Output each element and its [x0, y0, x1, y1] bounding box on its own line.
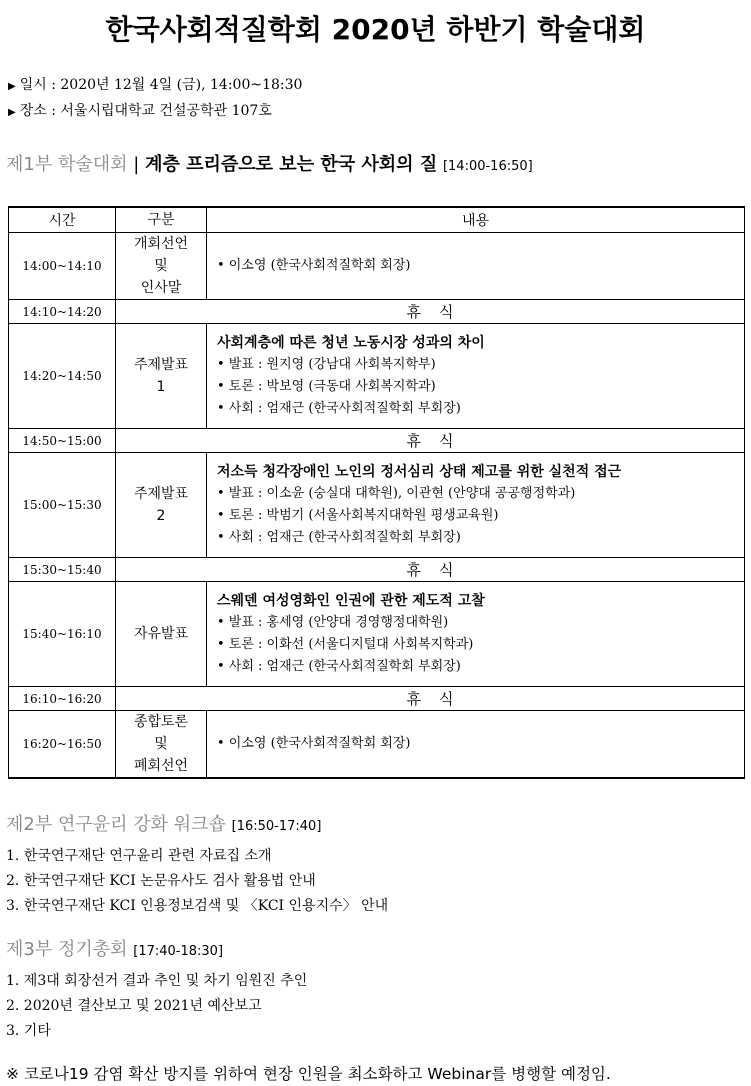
triangle-bullet-icon: ▶ — [8, 81, 16, 92]
footnote: ※ 코로나19 감염 확산 방지를 위하여 현장 인원을 최소화하고 Webinar를 병행할 예정임. — [6, 1065, 611, 1083]
row-time: 15:00~15:30 — [9, 453, 116, 558]
part1-separator: | — [133, 154, 140, 175]
row-type-line: 개회선언 — [133, 236, 189, 252]
row-time: 16:10~16:20 — [9, 687, 116, 711]
row-item: • 발표 : 홍세영 (안양대 경영행정대학원) — [217, 615, 449, 630]
list-item: 2. 한국연구재단 KCI 논문유사도 검사 활용법 안내 — [6, 873, 316, 889]
row-time: 14:00~14:10 — [9, 233, 116, 300]
row-item: • 사회 : 엄재근 (한국사회적질학회 부회장) — [217, 530, 461, 545]
row-item: • 이소영 (한국사회적질학회 회장) — [217, 736, 411, 751]
row-time: 14:10~14:20 — [9, 300, 116, 324]
list-item: 3. 기타 — [6, 1023, 51, 1039]
info-place-value: 서울시립대학교 건설공학관 107호 — [60, 103, 272, 119]
part1-name: 제1부 학술대회 — [6, 154, 128, 175]
session-title: 저소득 청각장애인 노인의 정서심리 상태 제고를 위한 실천적 접근 — [217, 464, 622, 480]
row-type-line: 인사말 — [140, 280, 182, 296]
triangle-bullet-icon: ▶ — [8, 107, 16, 118]
row-type-line: 및 — [154, 258, 168, 274]
row-type — [116, 233, 207, 300]
info-place: ▶ 장소 : 서울시립대학교 건설공학관 107호 — [8, 103, 272, 119]
table-row — [9, 582, 745, 687]
row-item: • 토론 : 박보영 (극동대 사회복지학과) — [217, 379, 436, 394]
row-time: 15:40~16:10 — [9, 582, 116, 687]
table-row — [9, 711, 745, 779]
schedule-table — [8, 206, 745, 779]
row-type — [116, 324, 207, 429]
info-place-label: 장소 — [19, 103, 47, 119]
info-date-label: 일시 — [19, 77, 47, 93]
part1-theme: 계층 프리즘으로 보는 한국 사회의 질 — [145, 154, 438, 175]
row-time: 16:20~16:50 — [9, 711, 116, 779]
row-item: • 사회 : 엄재근 (한국사회적질학회 부회장) — [217, 401, 461, 416]
part3-section — [6, 935, 307, 1044]
table-row — [9, 233, 745, 300]
row-item: • 토론 : 박범기 (서울사회복지대학원 평생교육원) — [217, 508, 499, 523]
row-item: • 발표 : 원지영 (강남대 사회복지학부) — [217, 357, 436, 372]
header-time: 시간 — [9, 207, 116, 233]
table-row — [9, 324, 745, 429]
row-type-line: 및 — [154, 736, 168, 752]
table-row — [9, 453, 745, 558]
row-content — [207, 582, 745, 687]
row-type-line: 주제발표 — [133, 357, 189, 373]
row-item: • 토론 : 이화선 (서울디지털대 사회복지학과) — [217, 637, 474, 652]
part3-name: 제3부 정기총회 — [6, 939, 128, 960]
row-time: 14:50~15:00 — [9, 429, 116, 453]
row-type-line: 자유발표 — [133, 626, 189, 642]
document-title: 한국사회적질학회 2020년 하반기 학술대회 — [105, 13, 646, 46]
info-date-value: 2020년 12월 4일 (금), 14:00~18:30 — [60, 77, 303, 93]
session-title: 사회계층에 따른 청년 노동시장 성과의 차이 — [217, 335, 485, 351]
table-row-break — [9, 300, 745, 324]
row-type-line: 주제발표 — [133, 486, 189, 502]
row-content — [207, 324, 745, 429]
session-title: 스웨덴 여성영화인 인권에 관한 제도적 고찰 — [217, 593, 485, 609]
break-label: 휴식 — [116, 429, 745, 453]
list-item: 1. 한국연구재단 연구윤리 관련 자료집 소개 — [6, 848, 272, 864]
header-type: 구분 — [116, 207, 207, 233]
row-type — [116, 582, 207, 687]
row-type — [116, 711, 207, 779]
list-item: 2. 2020년 결산보고 및 2021년 예산보고 — [6, 998, 262, 1014]
info-date: ▶ 일시 : 2020년 12월 4일 (금), 14:00~18:30 — [8, 77, 303, 93]
row-type — [116, 453, 207, 558]
table-row-break — [9, 687, 745, 711]
row-item: • 이소영 (한국사회적질학회 회장) — [217, 258, 411, 273]
part2-name: 제2부 연구윤리 강화 워크숍 — [6, 814, 226, 835]
row-content — [207, 233, 745, 300]
part1-heading — [6, 150, 533, 176]
row-content — [207, 453, 745, 558]
table-row-break — [9, 558, 745, 582]
row-content — [207, 711, 745, 779]
table-row-break — [9, 429, 745, 453]
row-time: 15:30~15:40 — [9, 558, 116, 582]
row-type-line: 종합토론 — [133, 714, 189, 730]
break-label: 휴식 — [116, 558, 745, 582]
break-label: 휴식 — [116, 687, 745, 711]
break-label: 휴식 — [116, 300, 745, 324]
row-item: • 사회 : 엄재근 (한국사회적질학회 부회장) — [217, 659, 461, 674]
part2-time: [16:50-17:40] — [231, 819, 322, 834]
row-type-line: 2 — [156, 508, 166, 524]
list-item: 1. 제3대 회장선거 결과 추인 및 차기 임원진 추인 — [6, 973, 308, 989]
row-time: 14:20~14:50 — [9, 324, 116, 429]
header-content: 내용 — [207, 207, 745, 233]
list-item: 3. 한국연구재단 KCI 인용정보검색 및 〈KCI 인용지수〉 안내 — [6, 898, 389, 914]
part2-heading — [6, 810, 388, 836]
part1-time: [14:00-16:50] — [442, 159, 533, 174]
part3-heading — [6, 935, 307, 961]
row-type-line: 1 — [156, 379, 166, 395]
part3-time: [17:40-18:30] — [133, 944, 224, 959]
part3-list — [6, 969, 307, 1044]
part2-list — [6, 844, 388, 919]
row-type-line: 폐회선언 — [133, 758, 189, 774]
row-item: • 발표 : 이소윤 (숭실대 대학원), 이관현 (안양대 공공행정학과) — [217, 486, 576, 501]
part2-section — [6, 810, 388, 919]
